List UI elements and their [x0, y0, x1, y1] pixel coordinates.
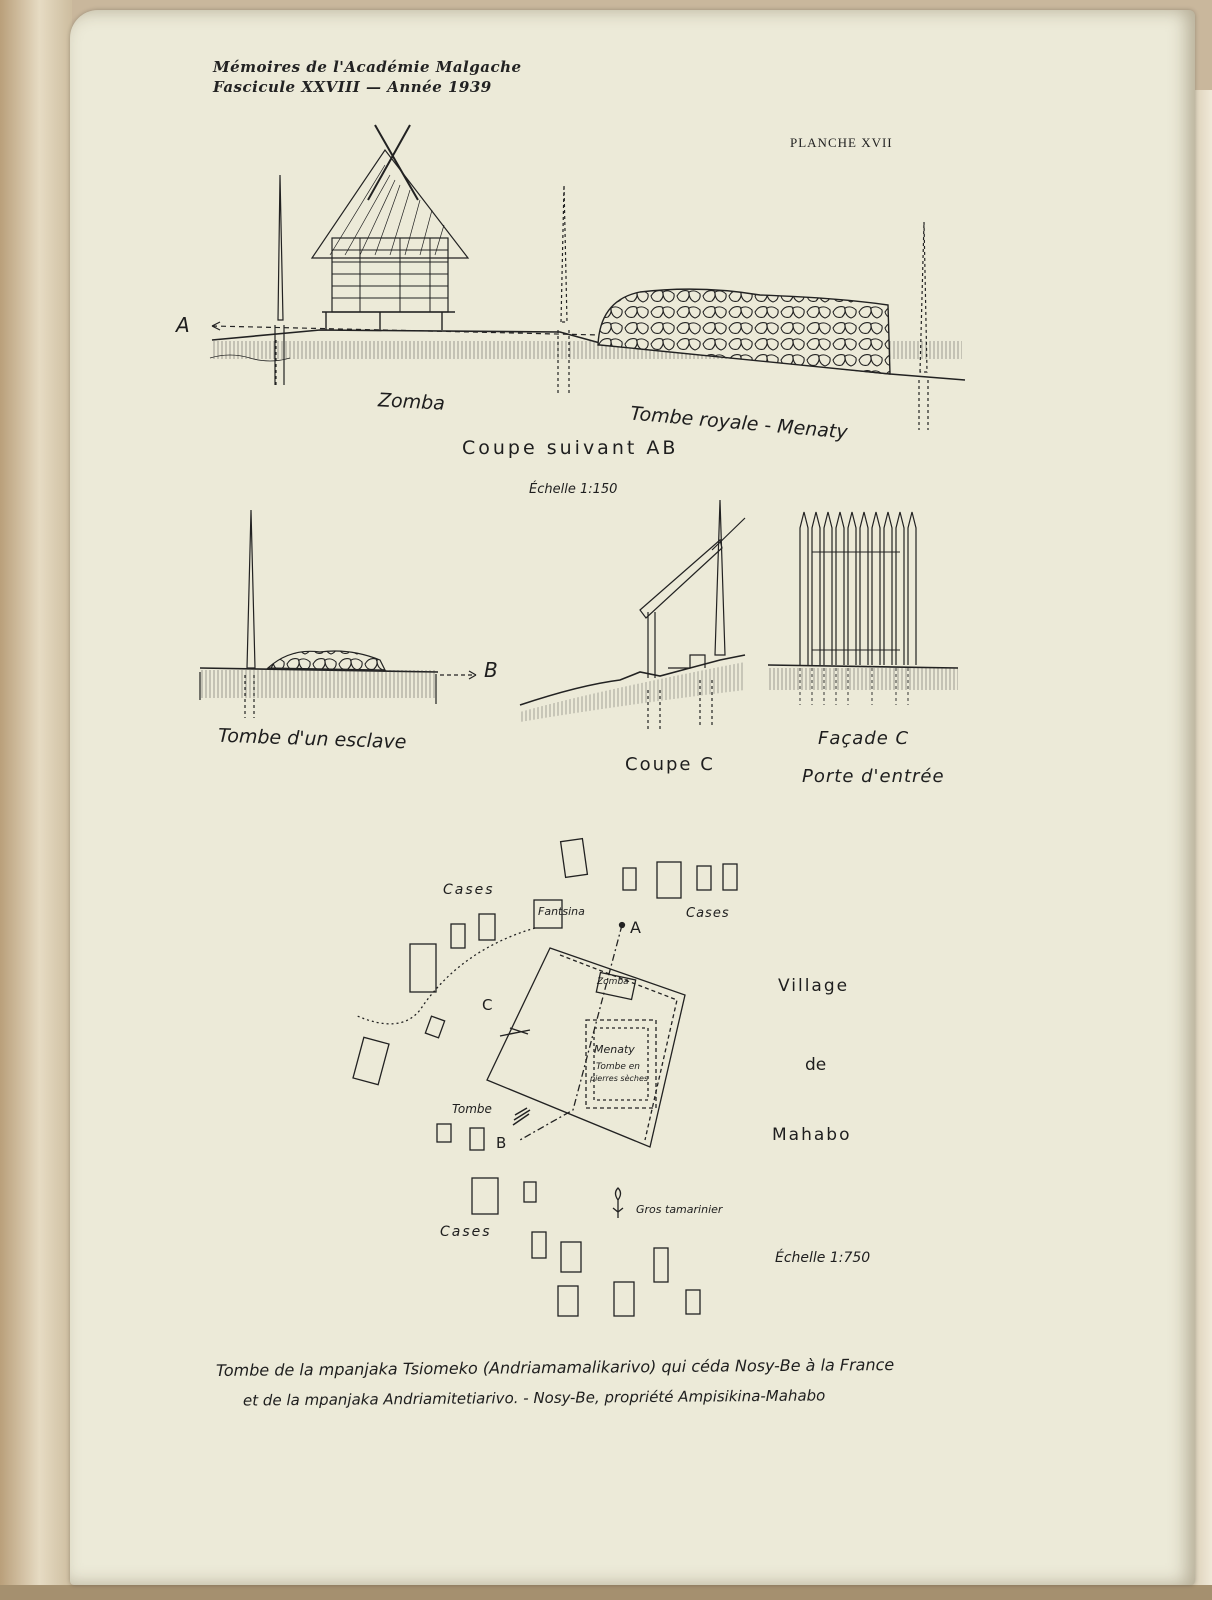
plan-gros-tamarinier: Gros tamarinier — [636, 1203, 723, 1216]
plan-de: de — [805, 1055, 827, 1075]
scale-750: Échelle 1:750 — [775, 1250, 871, 1266]
section-marker-a: A — [176, 313, 190, 337]
journal-title: Mémoires de l'Académie Malgache — [213, 58, 522, 76]
plan-zomba: Zomba — [597, 977, 629, 987]
plan-tombe-en: Tombe en — [596, 1062, 641, 1072]
plan-menaty: Menaty — [594, 1043, 635, 1056]
section-marker-b: B — [484, 658, 498, 682]
plate-number: PLANCHE XVII — [790, 135, 893, 150]
plan-pierres-seches: pierres sèches — [590, 1074, 649, 1083]
plan-fantsina: Fantsina — [538, 905, 585, 918]
caption-line-2: et de la mpanjaka Andriamitetiarivo. - Nosy-Be, propriété Ampisikina-Mahabo — [242, 1386, 826, 1410]
label-porte-entree: Porte d'entrée — [802, 766, 945, 787]
scale-150: Échelle 1:150 — [529, 482, 618, 497]
label-facade-c: Façade C — [818, 728, 910, 749]
journal-issue: Fascicule XXVIII — Année 1939 — [213, 78, 492, 96]
plan-tombe: Tombe — [452, 1102, 492, 1116]
label-coupe-c: Coupe C — [625, 754, 715, 775]
plan-marker-b: B — [496, 1134, 507, 1152]
plan-mahabo: Mahabo — [772, 1125, 852, 1145]
label-zomba: Zomba — [377, 389, 446, 415]
plan-cases-right: Cases — [686, 906, 730, 921]
section-title-ab: Coupe suivant AB — [462, 437, 679, 459]
caption-line-1: Tombe de la mpanjaka Tsiomeko (Andriamamalikarivo) qui céda Nosy-Be à la France — [215, 1355, 895, 1380]
section-b-and-c-drawings — [200, 500, 958, 730]
plan-marker-a: A — [630, 918, 641, 937]
plan-marker-c: C — [482, 996, 493, 1014]
label-tombe-esclave: Tombe d'un esclave — [217, 724, 407, 754]
plan-village: Village — [778, 976, 850, 996]
plan-cases-left: Cases — [443, 882, 495, 898]
section-ab-drawing — [210, 125, 965, 430]
label-tombe-royale: Tombe royale - Menaty — [629, 402, 849, 444]
plan-cases-bottom: Cases — [440, 1224, 492, 1240]
